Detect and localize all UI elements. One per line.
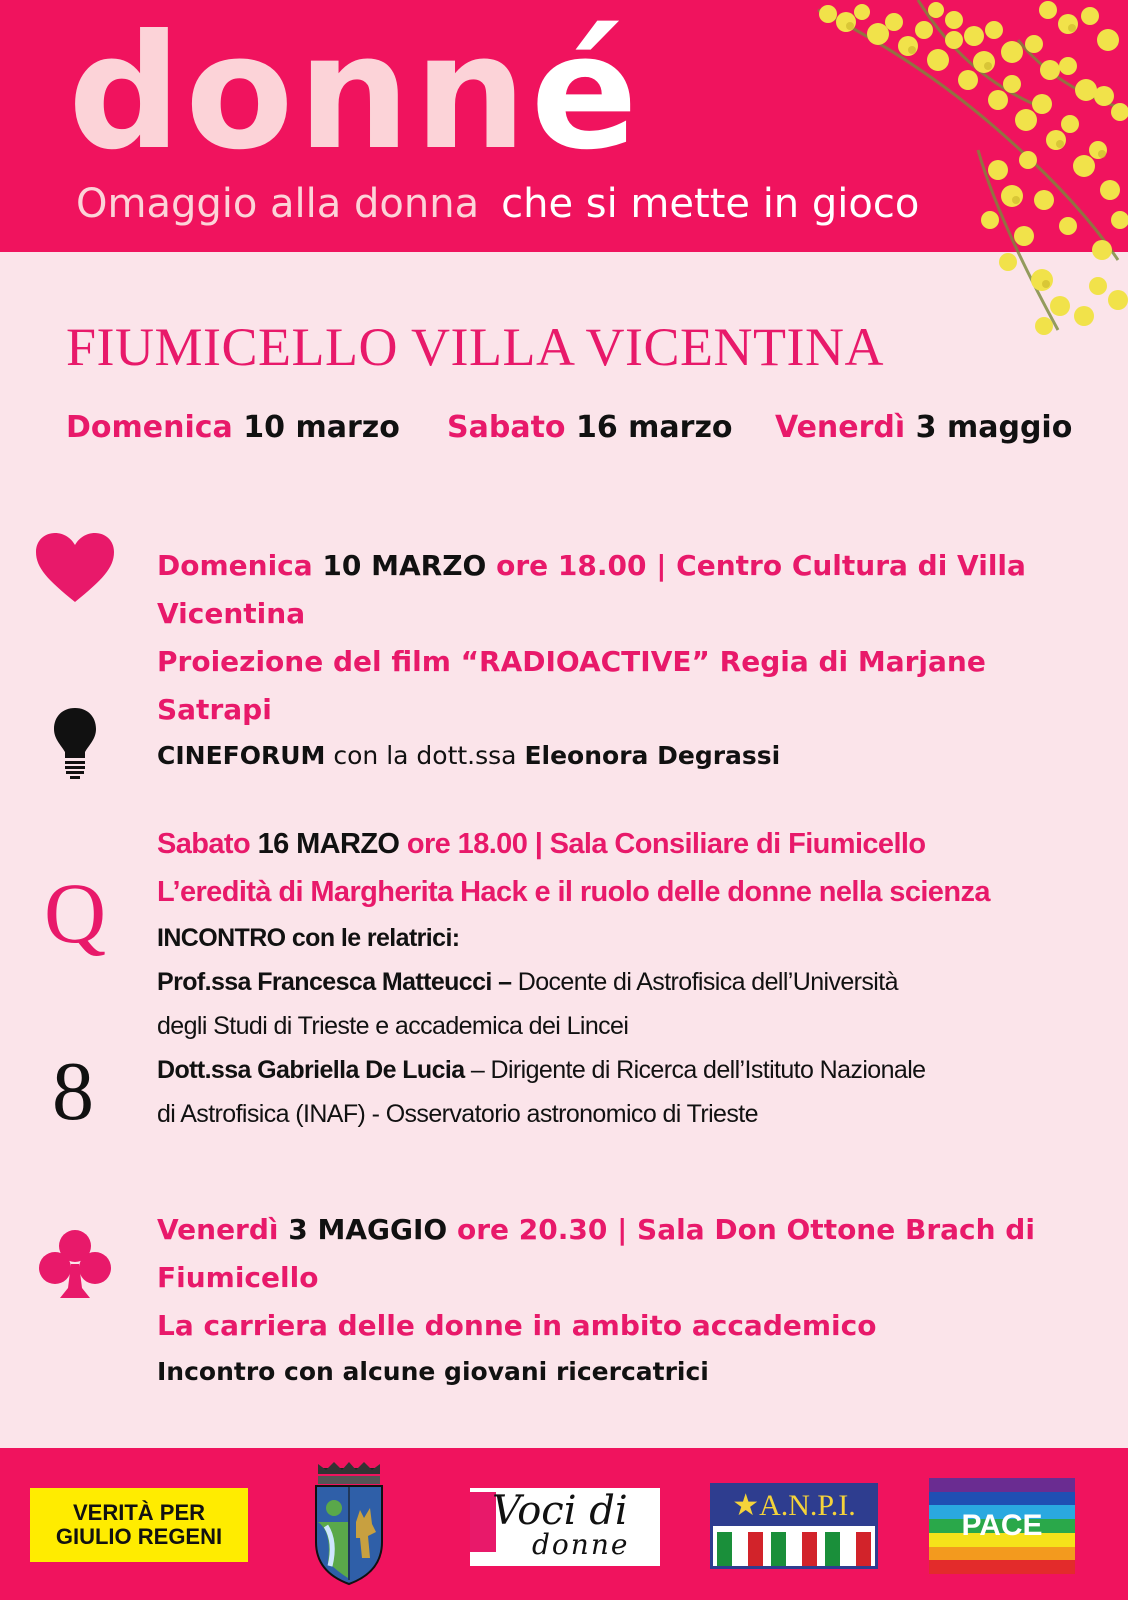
municipal-crest-logo xyxy=(312,1462,386,1586)
event-2-heading xyxy=(157,820,1107,868)
event-date: 10 MARZO xyxy=(322,549,487,582)
date-value: 16 marzo xyxy=(575,410,733,445)
event-2 xyxy=(157,820,1107,1136)
date-summary-3 xyxy=(775,410,1072,445)
date-summary-1 xyxy=(66,410,400,445)
event-title: Proiezione del film “RADIOACTIVE” Regia di Marjane xyxy=(157,645,986,678)
logo-text: PACE xyxy=(961,1509,1043,1542)
logo-text-line2: donne xyxy=(532,1528,630,1561)
footer-sponsors xyxy=(0,1448,1128,1600)
event-title: L’eredità di Margherita Hack e il ruolo delle donne nella scienza xyxy=(157,876,990,908)
lightbulb-icon xyxy=(52,706,98,780)
date-value: 10 marzo xyxy=(243,410,400,445)
tagline xyxy=(76,181,920,227)
date-day: Domenica xyxy=(66,410,233,445)
date-summary-2 xyxy=(447,410,733,445)
logo-voci-di-donne xyxy=(470,1488,660,1566)
event-1 xyxy=(157,542,1057,778)
number-8-symbol: 8 xyxy=(52,1045,94,1138)
event-date: 3 MAGGIO xyxy=(288,1213,448,1246)
speaker-role-cont: di Astrofisica (INAF) - Osservatorio astronomico di Trieste xyxy=(157,1100,758,1128)
logo-anpi xyxy=(710,1483,878,1569)
event-day: Sabato xyxy=(157,828,251,860)
tagline-part2: che si mette in gioco xyxy=(501,181,920,227)
mimosa-flowers-image xyxy=(798,0,1128,350)
club-suit-icon xyxy=(38,1228,112,1300)
event-subtitle: Incontro con alcune giovani ricercatrici xyxy=(157,1357,709,1386)
speaker-2 xyxy=(157,1048,1107,1092)
event-time-place: ore 20.30 | Sala Don Ottone Brach di xyxy=(456,1213,1035,1246)
event-intro: INCONTRO con le relatrici: xyxy=(157,924,460,952)
date-day: Venerdì xyxy=(775,410,906,445)
letter-q-symbol: Q xyxy=(44,865,107,961)
event-title: La carriera delle donne in ambito accademico xyxy=(157,1309,877,1342)
logo-text-line1: VERITÀ PER xyxy=(72,1500,206,1525)
date-value: 3 maggio xyxy=(915,410,1073,445)
speaker-name: Dott.ssa Gabriella De Lucia xyxy=(157,1056,465,1084)
event-day: Venerdì xyxy=(157,1213,279,1246)
logo-text-line2: GIULIO REGENI xyxy=(55,1524,223,1549)
speaker-role: – Dirigente di Ricerca dell’Istituto Nazionale xyxy=(464,1056,926,1084)
event-guest-name: Eleonora Degrassi xyxy=(524,741,781,770)
event-time-place: ore 18.00 | Sala Consiliare di Fiumicello xyxy=(406,828,926,860)
event-time-place: ore 18.00 | Centro Cultura di Villa xyxy=(496,549,1026,582)
brand-title-part2: é xyxy=(530,1,642,185)
speaker-name: Prof.ssa Francesca Matteucci – xyxy=(157,968,512,996)
speaker-role: Docente di Astrofisica dell’Università xyxy=(511,968,898,996)
tagline-part1: Omaggio alla donna xyxy=(76,181,480,227)
event-1-heading xyxy=(157,542,1057,590)
event-time-place-cont: Fiumicello xyxy=(157,1261,319,1294)
speaker-1 xyxy=(157,960,1107,1004)
event-title-cont: Satrapi xyxy=(157,693,272,726)
event-date: 16 MARZO xyxy=(257,828,400,860)
brand-title-part1: donn xyxy=(68,1,531,185)
italian-flag-icon xyxy=(771,1532,817,1566)
logo-text: ★A.N.P.I. xyxy=(713,1486,875,1526)
event-sub-text: con la dott.ssa xyxy=(325,741,525,770)
logo-pace-rainbow-flag xyxy=(929,1478,1075,1574)
location-title: FIUMICELLO VILLA VICENTINA xyxy=(66,317,884,377)
event-format: CINEFORUM xyxy=(157,741,326,770)
event-time-place-cont: Vicentina xyxy=(157,597,306,630)
event-day: Domenica xyxy=(157,549,313,582)
italian-flag-icon xyxy=(717,1532,763,1566)
italian-flag-icon xyxy=(825,1532,871,1566)
heart-icon xyxy=(34,532,116,604)
brand-title xyxy=(68,1,642,185)
date-day: Sabato xyxy=(447,410,566,445)
logo-text-line1: Voci di xyxy=(492,1488,628,1534)
speaker-role-cont: degli Studi di Trieste e accademica dei Lincei xyxy=(157,1012,629,1040)
logo-verita-giulio-regeni xyxy=(30,1488,248,1562)
event-3 xyxy=(157,1206,1057,1394)
event-1-subtitle xyxy=(157,734,1057,778)
event-3-heading xyxy=(157,1206,1057,1254)
